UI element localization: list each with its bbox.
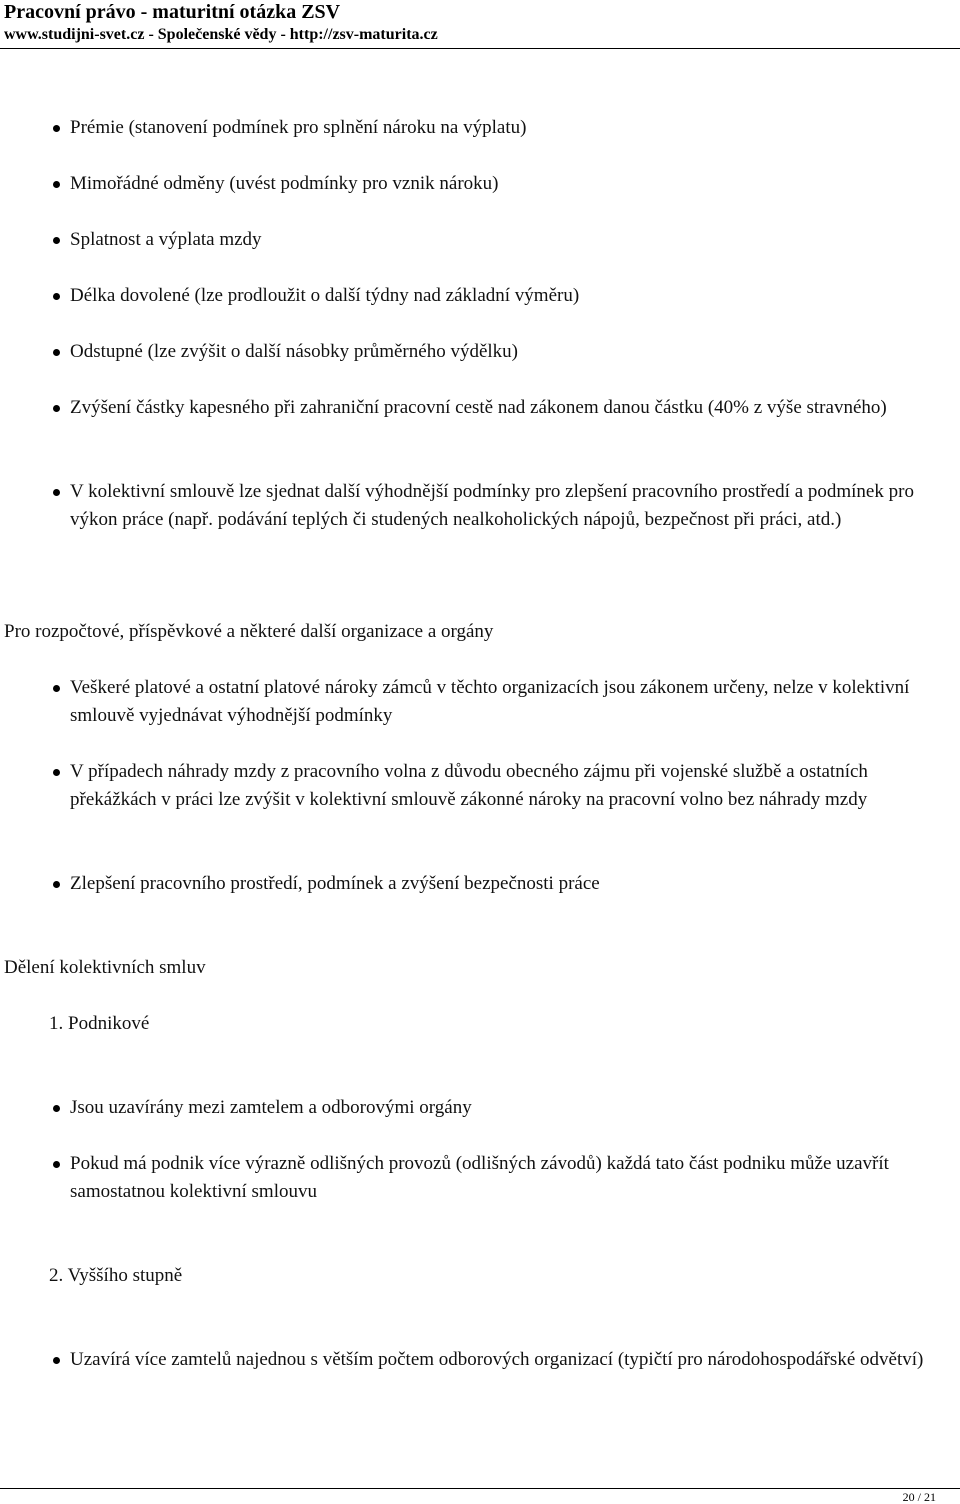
- list-item-text: Pokud má podnik více výrazně odlišných provozů (odlišných závodů) každá tato část podniku může uzavřít samostatnou kolektivní smlouvu: [70, 1153, 889, 1202]
- list-item-text: Prémie (stanovení podmínek pro splnění nároku na výplatu): [70, 117, 527, 138]
- list-item-text: Zlepšení pracovního prostředí, podmínek a zvýšení bezpečnosti práce: [70, 873, 600, 894]
- list-item: [70, 1346, 954, 1374]
- list-item-text: V kolektivní smlouvě lze sjednat další výhodnější podmínky pro zlepšení pracovního prostředí a podmínek pro výkon práce (např. podávání teplých či studených nealkoholických nápojů, bezpečnost při práci, atd.): [70, 481, 914, 530]
- list-item: [70, 338, 954, 366]
- list-item-text: Splatnost a výplata mzdy: [70, 229, 262, 250]
- list-item: [70, 674, 954, 730]
- bullet-icon: [53, 349, 60, 356]
- list-item: [70, 282, 954, 310]
- bullet-icon: [53, 881, 60, 888]
- bullet-icon: [53, 769, 60, 776]
- bullet-icon: [53, 293, 60, 300]
- bullet-icon: [53, 489, 60, 496]
- list-item-text: Jsou uzavírány mezi zamtelem a odborovými orgány: [70, 1097, 472, 1118]
- bullet-icon: [53, 405, 60, 412]
- list-item-text: Délka dovolené (lze prodloužit o další týdny nad základní výměru): [70, 285, 580, 306]
- list-item: [70, 170, 954, 198]
- bullet-icon: [53, 125, 60, 132]
- bullet-icon: [53, 685, 60, 692]
- bullet-icon: [53, 237, 60, 244]
- list-item-text: Uzavírá více zamtelů najednou s větším počtem odborových organizací (typičtí pro národohospodářské odvětví): [70, 1349, 924, 1370]
- document-subtitle: www.studijni-svet.cz - Společenské vědy - http://zsv-maturita.cz: [4, 26, 438, 43]
- section-heading: Dělení kolektivních smluv: [4, 957, 206, 978]
- bullet-icon: [53, 181, 60, 188]
- list-item: [70, 394, 954, 422]
- list-item: [70, 1150, 954, 1206]
- list-item-text: Odstupné (lze zvýšit o další násobky průměrného výdělku): [70, 341, 518, 362]
- list-item-text: V případech náhrady mzdy z pracovního volna z důvodu obecného zájmu při vojenské službě a ostatních překážkách v práci lze zvýšit v kolektivní smlouvě zákonné nároky na pracovní volno bez náhrady mzdy: [70, 761, 868, 810]
- footer-divider: [0, 1488, 960, 1489]
- bullet-icon: [53, 1105, 60, 1112]
- bullet-icon: [53, 1357, 60, 1364]
- list-item: [70, 478, 954, 534]
- numbered-heading: 2. Vyššího stupně: [49, 1265, 183, 1286]
- bullet-icon: [53, 1161, 60, 1168]
- page-number: 20 / 21: [902, 1490, 936, 1504]
- list-item: [70, 870, 954, 898]
- list-item: [70, 1094, 954, 1122]
- list-item: [70, 758, 954, 814]
- numbered-heading: 1. Podnikové: [49, 1013, 150, 1034]
- list-item-text: Veškeré platové a ostatní platové nároky zámců v těchto organizacích jsou zákonem určeny, nelze v kolektivní smlouvě vyjednávat výhodnější podmínky: [70, 677, 910, 726]
- list-item: [70, 114, 954, 142]
- header-divider: [0, 48, 960, 49]
- list-item-text: Mimořádné odměny (uvést podmínky pro vznik nároku): [70, 173, 499, 194]
- list-item: [70, 226, 954, 254]
- section-heading: Pro rozpočtové, příspěvkové a některé další organizace a orgány: [4, 621, 494, 642]
- document-title: Pracovní právo - maturitní otázka ZSV: [4, 1, 341, 23]
- list-item-text: Zvýšení částky kapesného při zahraniční pracovní cestě nad zákonem danou částku (40% z výše stravného): [70, 397, 887, 418]
